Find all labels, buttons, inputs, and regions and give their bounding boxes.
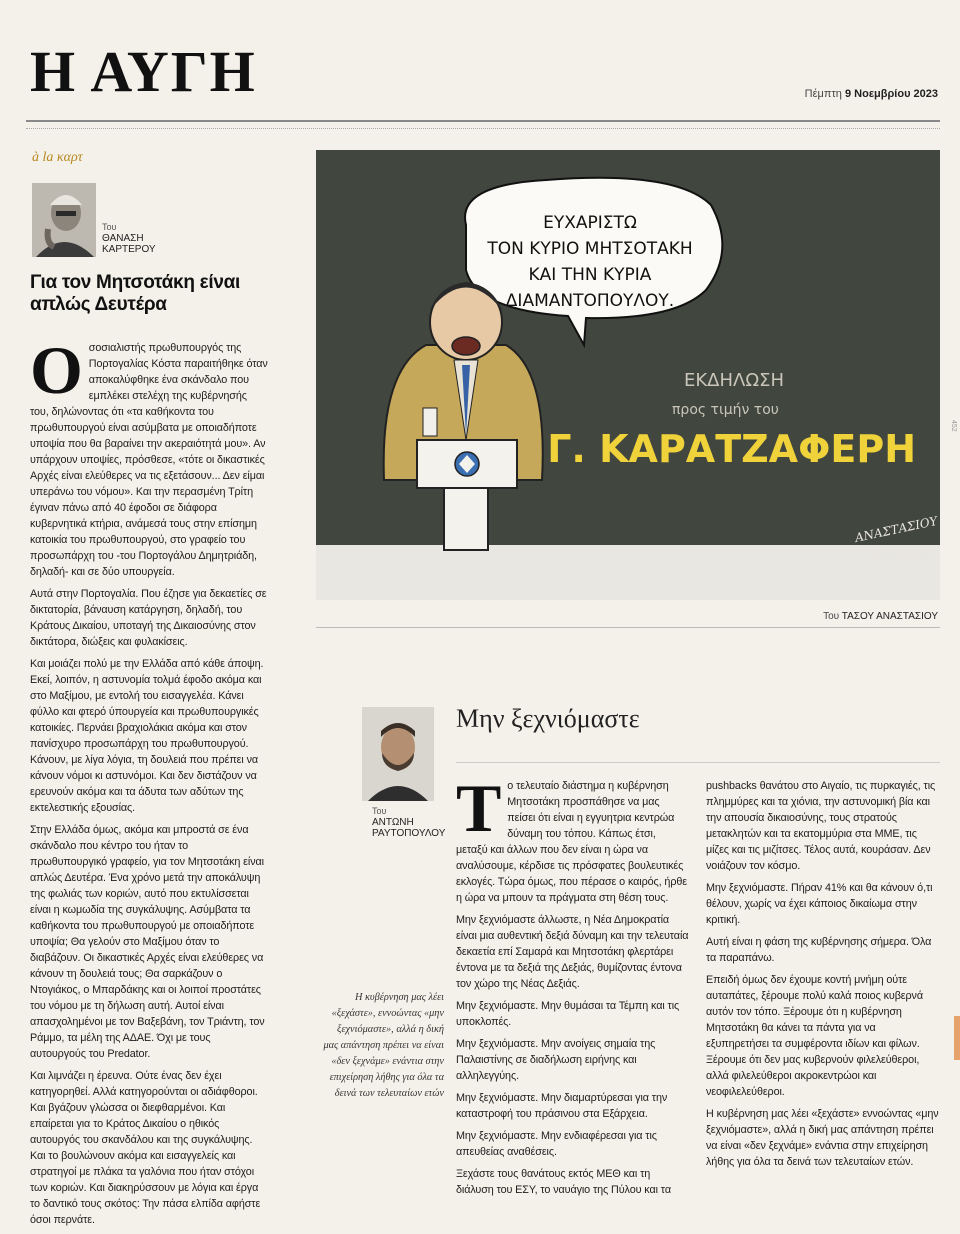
paragraph: Και λιμνάζει η έρευνα. Ούτε ένας δεν έχει κατηγορηθεί. Αλλά κατηγορούνται οι αδιάφθοροι. Και βγάζουν γλώσσα οι διεφθαρμένοι. Και επαίρεται για το Κράτος Δικαίου ο ηθικός αυτουργός του σκανδάλου και της συγκάλυψης. Και το βουλώνουν ακόμα και εισαγγελείς και στρατηγοί με πλάκα τα γαλόνια που ήταν στόχοι των κοριών. Και διακηρύσσουν με λόγια και έργα το δαντικό τους σκότος: Την πάσα ελπίδα αφήστε όσοι περνάτε.: [30, 1070, 261, 1226]
byline-prefix: Του: [102, 222, 117, 232]
byline-prefix: Του: [372, 806, 387, 816]
author-photo: [32, 183, 96, 257]
masthead-title: Η ΑΥΓΗ: [30, 39, 257, 104]
page-edge-tab: [954, 1016, 960, 1060]
paragraph: Μην ξεχνιόμαστε άλλωστε, η Νέα Δημοκρατία είναι μια αυθεντική δεξιά δύναμη και την τελευταία δεκαετία επί Σαμαρά και Μητσοτάκη φλερτάρει έντονα με τα δεξιά της Δεξιάς, θυμίζοντας έντονα τον χώρο της Νέας Δεξιάς.: [456, 914, 689, 990]
cartoon: [316, 150, 940, 600]
date-full: 9 Νοεμβρίου 2023: [844, 88, 938, 100]
credit-prefix: Του: [823, 611, 840, 622]
article2-title-rule: [456, 762, 940, 763]
paragraph: Μην ξεχνιόμαστε. Μην διαμαρτύρεσαι για την καταστροφή του πράσινου στα Εξάρχεια.: [456, 1092, 668, 1120]
author-byline: [102, 222, 156, 255]
section-divider: [316, 627, 940, 628]
paragraph: Μην ξεχνιόμαστε. Μην θυμάσαι τα Τέμπη και τις υποκλοπές.: [456, 1000, 680, 1028]
author2-name-last: ΡΑΥΤΟΠΟΥΛΟΥ: [372, 828, 446, 839]
paragraph: Μην ξεχνιόμαστε. Μην ενδιαφέρεσαι για τις απευθείας αναθέσεις.: [456, 1130, 657, 1158]
paragraph: Αυτά στην Πορτογαλία. Που έζησε για δεκαετίες σε δικτατορία, βάναυση κατάργηση, δηλαδή, του Κράτους Δικαίου, υποταγή της Δικαιοσύνης στον δικτάτορα, διώξεις και φυλακίσεις.: [30, 588, 267, 648]
paragraph: Μην ξεχνιόμαστε. Μην ανοίγεις σημαία της Παλαιστίνης σε διαδήλωση ειρήνης και αλληλεγγύης.: [456, 1038, 656, 1082]
paragraph: Αυτή είναι η φάση της κυβέρνησης σήμερα. Όλα τα παραπάνω.: [706, 936, 932, 964]
event-name: Γ. ΚΑΡΑΤΖΑΦΕΡΗ: [547, 427, 916, 471]
header-divider: [26, 120, 940, 122]
event-line-1: ΕΚΔΗΛΩΣΗ: [684, 370, 785, 391]
paragraph: Στην Ελλάδα όμως, ακόμα και μπροστά σε ένα σκάνδαλο που κέντρο του ήταν το πρωθυπουργικό γραφείο, για τον Μητσοτάκη είναι απλώς Δευτέρα. Ένα χρόνο μετά την αποκάλυψη της φωλιάς των κοριών, αυτό που εκτυλίσσεται είναι η κωμωδία της συγκάλυψης. Ασύμβατα τα καθήκοντα του πρωθυπουργού με οποιαδήποτε υποψία; Θα γελούν στο Μαξίμου όταν το διαβάζουν. Οι δικαστικές Αρχές είναι ελεύθερες να κάνουν τη δουλειά τους; Θα σαρκάζουν ο Ντογιάκος, ο Μπαρδάκης και οι λοιποί προστάτες του νόμου με τη δήλωση αυτή. Αυτοί είναι απασχολημένοι με τον Βαξεβάνη, τον Τριάντη, τον Ράμμο, τα μέλη της ΑΔΑΕ. Όχι με τους αυτουργούς του Predator.: [30, 824, 265, 1060]
cartoon-date: 8-11-2023: [872, 552, 924, 563]
author2-byline: [372, 806, 445, 839]
author-name-last: ΚΑΡΤΕΡΟΥ: [102, 244, 156, 255]
cartoon-credit: [823, 611, 938, 622]
speech-line-4: ΔΙΑΜΑΝΤΟΠΟΥΛΟΥ.: [505, 291, 675, 311]
event-line-2: προς τιμήν του: [672, 402, 779, 418]
speech-line-3: ΚΑΙ ΤΗΝ ΚΥΡΙΑ: [528, 265, 652, 285]
article2-column-2: [706, 778, 940, 1176]
paragraph: Επειδή όμως δεν έχουμε κοντή μνήμη ούτε αυταπάτες, ξέρουμε πολύ καλά ποιος κυβερνά αυτόν τον τόπο. Ξέρουμε ότι η κυβέρνηση Μητσοτάκη θα κάνει τα πάντα για να εξυπηρετήσει τα συμφέροντα ιδίων και φίλων. Ξέρουμε ότι δεν μας κυβερνούν φιλελεύθεροι, αλλά φιλελεύθεροι ακροκεντρώοι και νεοφιλελεύθεροι.: [706, 974, 923, 1098]
page-margin-mark: 452: [950, 420, 957, 432]
section-tag: à la καρτ: [32, 150, 83, 165]
paragraph: Μην ξεχνιόμαστε. Πήραν 41% και θα κάνουν ό,τι θέλουν, χωρίς να έχει κάποιος δικαίωμα στην κριτική.: [706, 882, 933, 926]
paragraph: Ξεχάστε τους θανάτους εκτός ΜΕΘ και τη διάλυση του ΕΣΥ, το ναυάγιο της Πύλου και τα: [456, 1168, 671, 1196]
cartoon-drawing: [316, 150, 940, 600]
column-headline: Για τον Μητσοτάκη είναι απλώς Δευτέρα: [30, 272, 240, 315]
dateline: [805, 88, 938, 100]
paragraph: pushbacks θανάτου στο Αιγαίο, τις πυρκαγιές, τις πλημμύρες και τα χιόνια, την αστυνομική βία και την απουσία δικαιοσύνης, τους στρατούς μετακλητών και τα εκατομμύρια στα ΜΜΕ, τις μίζες και τις μιζίτσες. Τέλος αυτά, κουράσαν. Δεν νοιάζουν τον κόσμο.: [706, 780, 936, 872]
article2-title: Μην ξεχνιόμαστε: [456, 704, 640, 733]
drop-cap: T: [456, 770, 502, 846]
paragraph: Η κυβέρνηση μας λέει «ξεχάστε» εννοώντας «μην ξεχνιόμαστε», αλλά η δική μας απάντηση πρέπει να είναι «δεν ξεχνάμε» ενάντια στην επιχείρηση λήθης για όλα τα δεινά των τελευταίων ετών.: [706, 1108, 939, 1168]
author-name-first: ΘΑΝΑΣΗ: [102, 233, 144, 244]
author2-photo: [362, 707, 434, 801]
paragraph: Και μοιάζει πολύ με την Ελλάδα από κάθε άποψη. Εκεί, λοιπόν, η αστυνομία τολμά έφοδο ακόμα και στο Μαξίμου, με εντολή του εισαγγελέα. Κάνει φύλλο και φτερό ύπουργεία και πρωθυπουργικές κατοικίες. Περνάει βραχιολάκια ακόμα και στον πανίσχυρο προσωπάρχη του πρωθυπουργού. Κάνουν, με λίγα λόγια, τη δουλειά που πρέπει να κάνουν νόμοι κι αστυνόμοι. Και δεν διστάζουν να ερευνούν ακόμα και τα άδυτα των αδύτων της εκτελεστικής εξουσίας.: [30, 658, 264, 814]
drop-cap: O: [30, 332, 83, 408]
pull-quote: Η κυβέρνηση μας λέει «ξεχάστε», εννοώντας «μην ξεχνιόμαστε», αλλά η δική μας απάντηση πρέπει να είναι «δεν ξεχνάμε» ενάντια στην επιχείρηση λήθης για όλα τα δεινά των τελευταίων ετών: [323, 992, 444, 1099]
speech-line-2: ΤΟΝ ΚΥΡΙΟ ΜΗΤΣΟΤΑΚΗ: [487, 239, 693, 259]
cartoonist-signature: ΑΝΑΣΤΑΣΙΟΥ: [853, 513, 939, 545]
author2-name-first: ΑΝΤΩΝΗ: [372, 817, 414, 828]
speech-line-1: ΕΥΧΑΡΙΣΤΩ: [543, 213, 637, 233]
header-divider-dotted: [26, 128, 940, 129]
credit-name: ΤΑΣΟΥ ΑΝΑΣΤΑΣΙΟΥ: [841, 611, 938, 622]
date-weekday: Πέμπτη: [804, 88, 842, 100]
column-body: [30, 332, 268, 1234]
paragraph: Tο τελευταίο διάστημα η κυβέρνηση Μητσοτάκη προσπάθησε να μας πείσει ότι είναι η εγγυητρια κεντρώα δύναμη του τόπου. Κάπως έτσι, μεταξύ και άλλων που δεν είναι η ώρα να αναλύσουμε, κέρδισε τις πρόσφατες βουλευτικές εκλογές. Τώρα όμως, που πέρασε ο καιρός, ήρθε η ώρα να μπουν τα πράγματα στη θέση τους.: [456, 770, 687, 904]
paragraph: Oσοσιαλιστής πρωθυπουργός της Πορτογαλίας Κόστα παραιτήθηκε όταν αποκαλύφθηκε ένα σκάνδαλο που εμπλέκει στελέχη της κυβέρνησής του, δηλώνοντας ότι «τα καθήκοντα του πρωθυπουργού είναι ασύμβατα με οποιαδήποτε υποψία που θα βαραίνει την ακεραιότητά μου». Αν υπάρχουν υποψίες, πρόσθεσε, «τότε οι δικαστικές Αρχές είναι ελεύθερες να τις εξετάσουν... Δεν είμαι υπεράνω του νόμου». Και την περασμένη Τρίτη έγιναν πάνω από 40 έφοδοι σε διάφορα κυβερνητικά κτήρια, ανάμεσά τους στην επίσημη κατοικία του πρωθυπουργού, στο γραφείο του προσωπάρχη του -του Πορτογάλου Δημητριάδη, δηλαδή- και σε δύο υπουργεία.: [30, 332, 268, 578]
article2-column-1: [456, 770, 690, 1204]
